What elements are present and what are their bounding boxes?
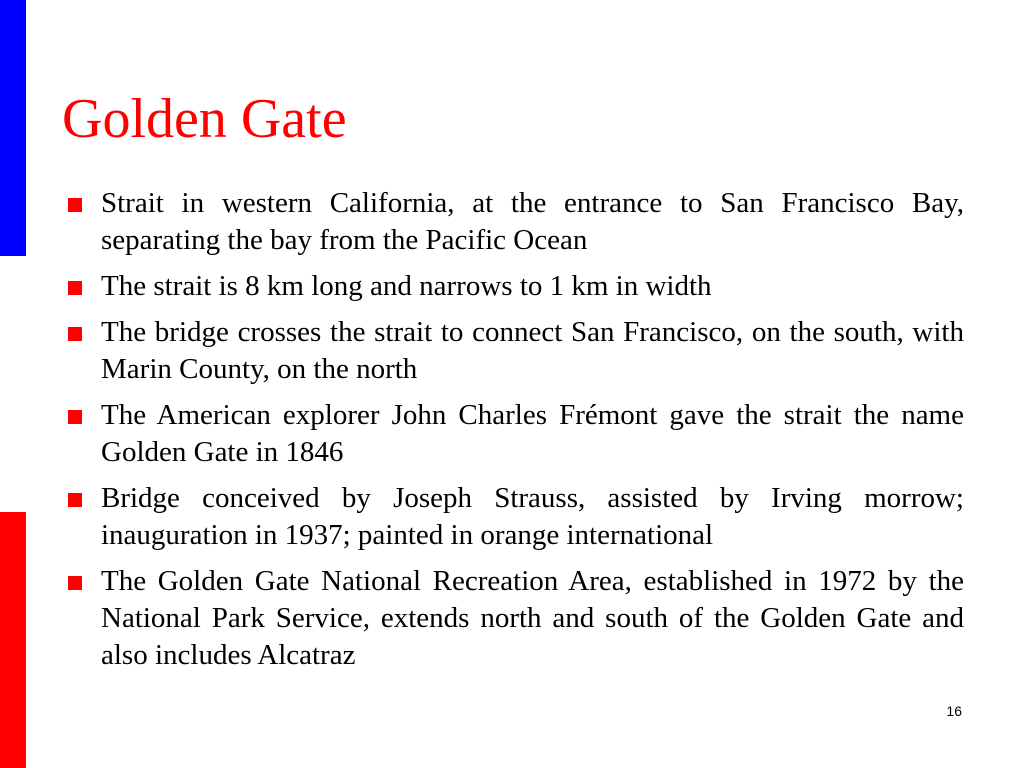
left-accent-bar-blue xyxy=(0,0,26,256)
bullet-text: The bridge crosses the strait to connect San Francisco, on the south, with Marin County, on the north xyxy=(101,316,964,385)
left-accent-bar-red xyxy=(0,512,26,768)
square-bullet-icon xyxy=(68,410,82,424)
bullet-item xyxy=(66,480,964,554)
bullet-text: Bridge conceived by Joseph Strauss, assisted by Irving morrow; inauguration in 1937; painted in orange international xyxy=(101,482,964,551)
bullet-item xyxy=(66,268,964,305)
bullet-item xyxy=(66,397,964,471)
bullet-list xyxy=(66,185,964,683)
square-bullet-icon xyxy=(68,493,82,507)
bullet-text: Strait in western California, at the entrance to San Francisco Bay, separating the bay from the Pacific Ocean xyxy=(101,187,964,256)
bullet-item xyxy=(66,314,964,388)
bullet-text: The American explorer John Charles Frémont gave the strait the name Golden Gate in 1846 xyxy=(101,399,964,468)
page-number: 16 xyxy=(946,703,962,719)
square-bullet-icon xyxy=(68,281,82,295)
square-bullet-icon xyxy=(68,327,82,341)
bullet-item xyxy=(66,563,964,674)
square-bullet-icon xyxy=(68,576,82,590)
square-bullet-icon xyxy=(68,198,82,212)
bullet-text: The strait is 8 km long and narrows to 1 km in width xyxy=(101,270,712,302)
slide-title: Golden Gate xyxy=(62,88,347,150)
bullet-text: The Golden Gate National Recreation Area, established in 1972 by the National Park Service, extends north and south of the Golden Gate and also includes Alcatraz xyxy=(101,565,964,671)
bullet-item xyxy=(66,185,964,259)
